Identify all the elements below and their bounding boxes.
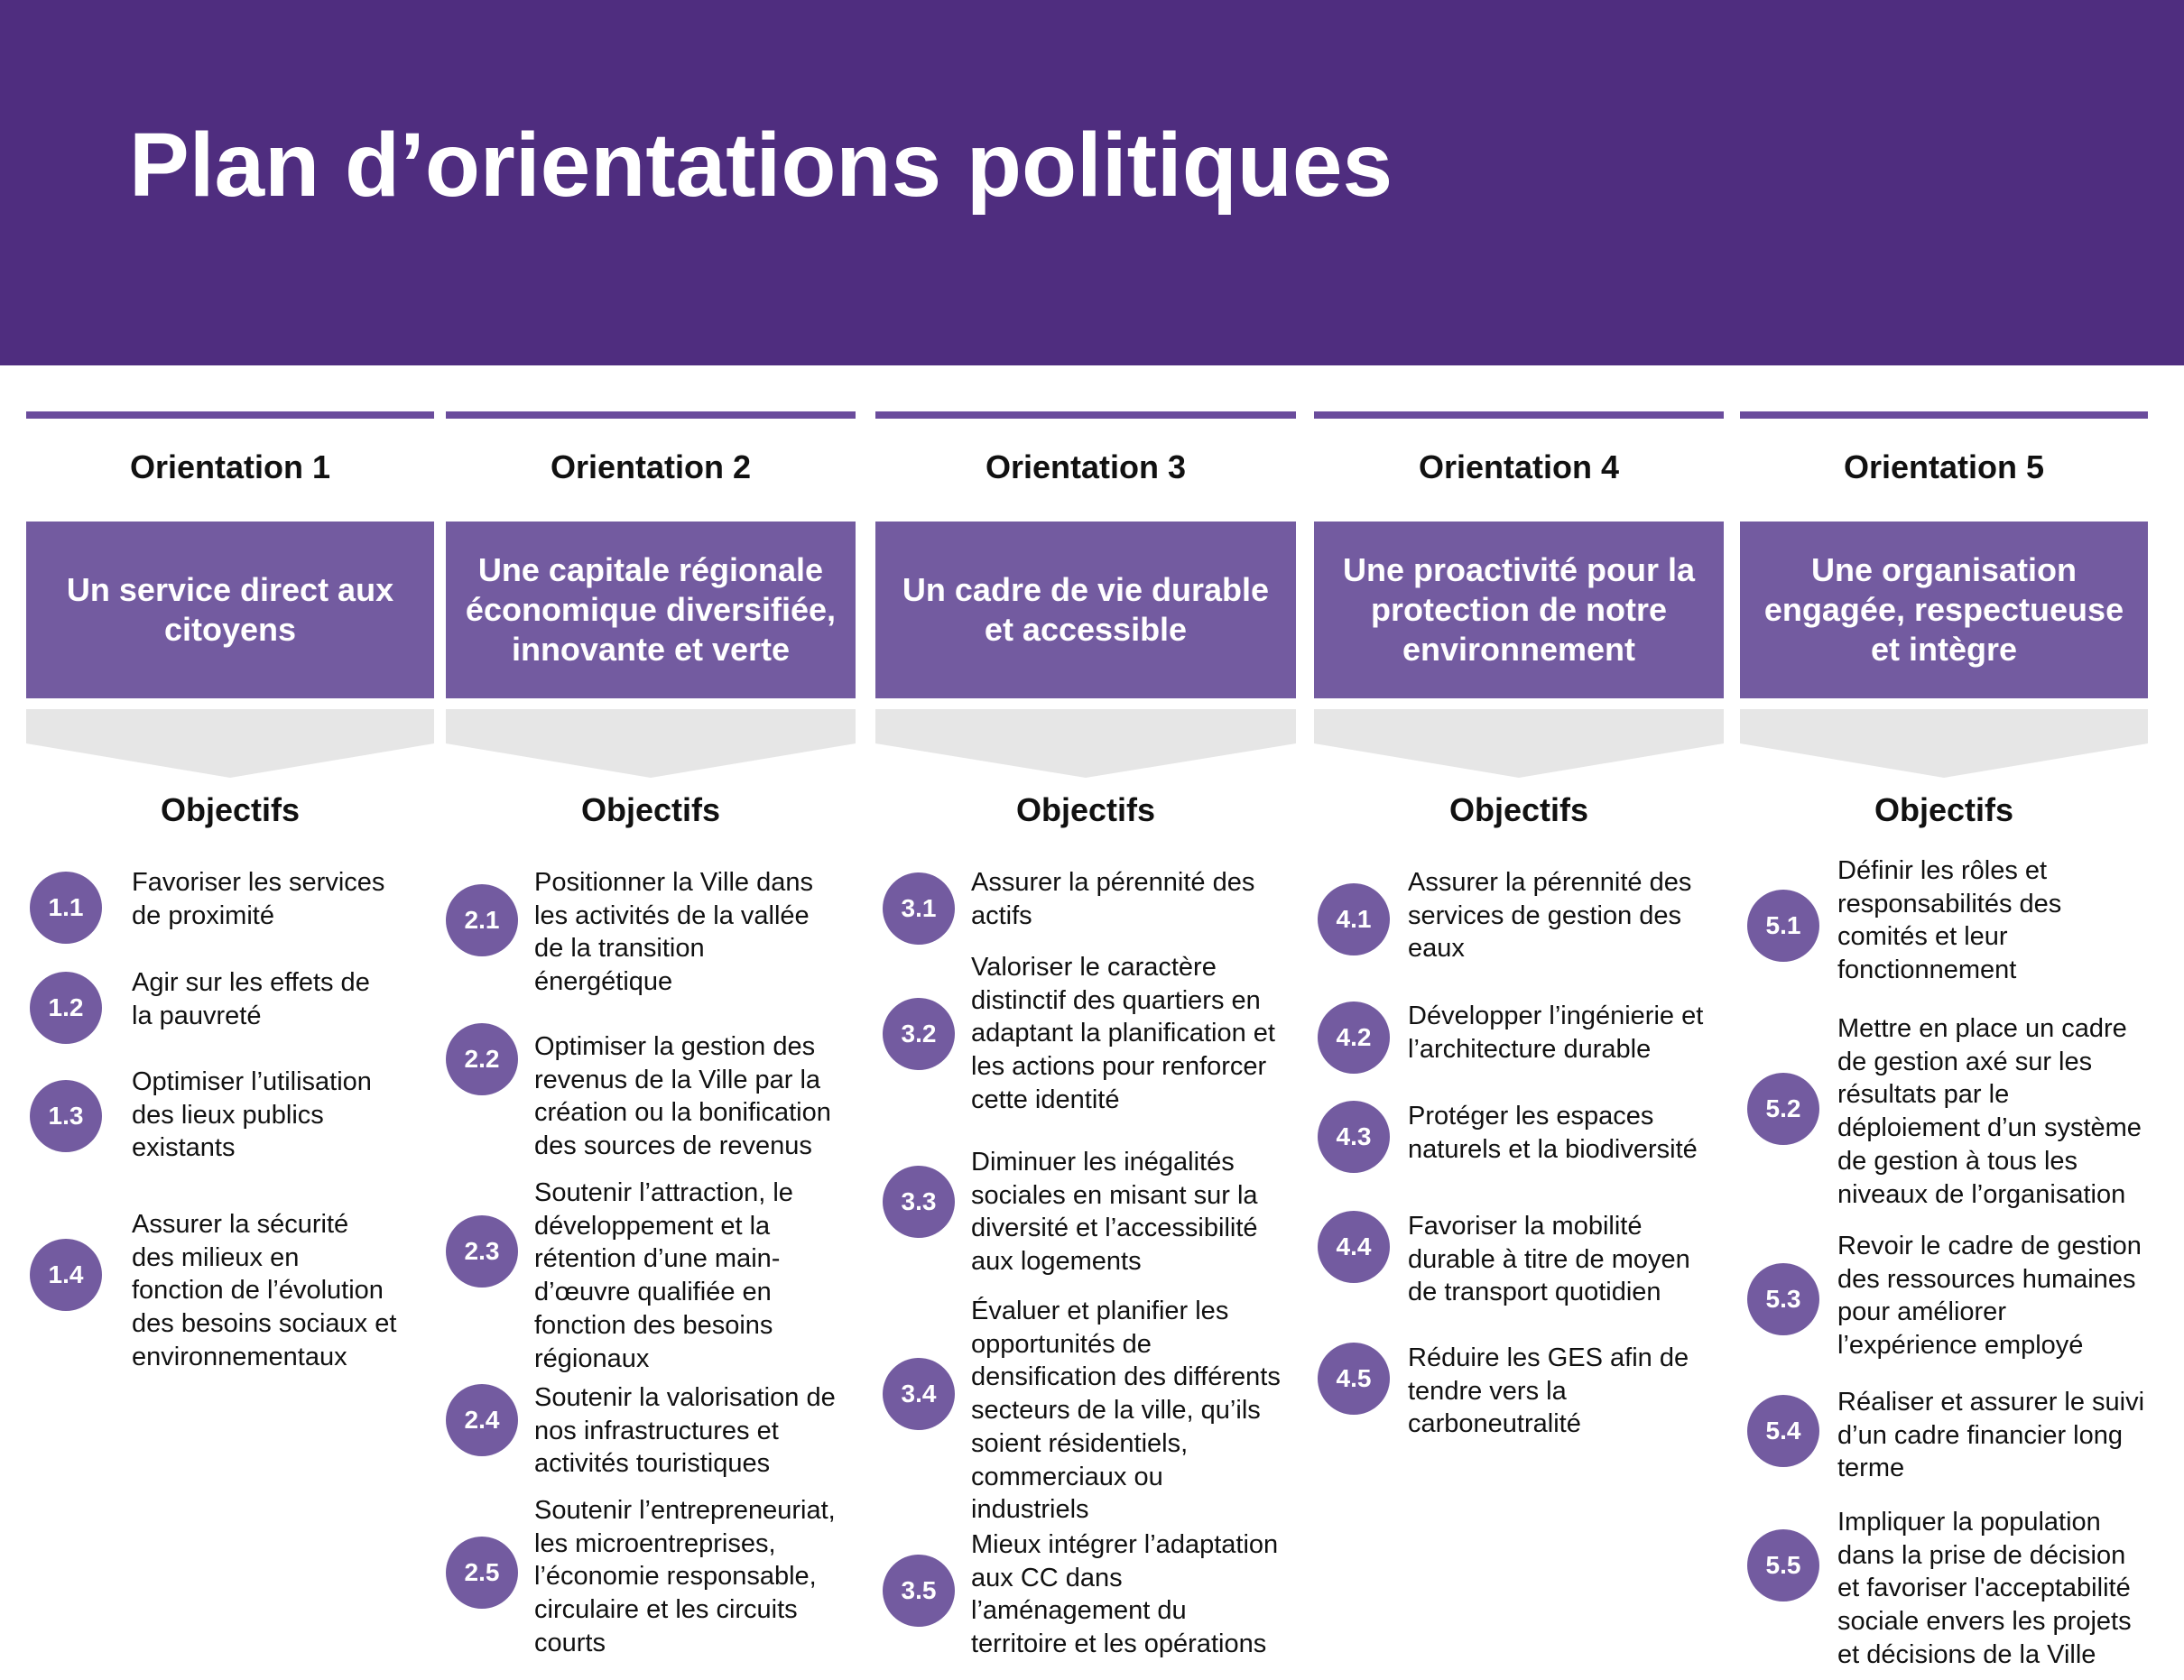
column-top-rule: [875, 411, 1296, 419]
objective-number-badge: 4.3: [1318, 1101, 1390, 1173]
orientation-label: Orientation 2: [550, 448, 752, 485]
orientation-title: Une proactivité pour la protection de notre environnement: [1342, 551, 1696, 668]
chevron-shape: [1740, 709, 2148, 778]
objective-text: Revoir le cadre de gestion des ressources humaines pour améliorer l’expérience employé: [1837, 1232, 2142, 1361]
objective-number-badge: 2.4: [446, 1384, 518, 1456]
objective-number-badge: 2.1: [446, 884, 518, 956]
objective-number-badge: 5.1: [1747, 890, 1819, 962]
orientation-title-box: [446, 522, 856, 698]
column-top-rule: [1740, 411, 2148, 419]
objectives-heading: Objectifs: [1874, 791, 2014, 828]
orientation-column: [1314, 411, 1724, 1680]
objective-number-badge: 3.4: [883, 1358, 955, 1430]
objective-text: Diminuer les inégalités sociales en misant sur la diversité et l’accessibilité aux logements: [971, 1148, 1258, 1277]
chevron-shape: [875, 709, 1296, 778]
orientation-title: Une organisation engagée, respectueuse et intègre: [1763, 551, 2124, 668]
orientation-title-box: [875, 522, 1296, 698]
objective-text: Agir sur les effets de la pauvreté: [132, 968, 370, 1030]
objective-number-badge: 5.2: [1747, 1073, 1819, 1145]
objective-text: Impliquer la population dans la prise de décision et favoriser l'acceptabilité sociale envers les projets et décisions de la Ville: [1837, 1508, 2132, 1669]
objective-number-badge: 3.3: [883, 1166, 955, 1238]
objective-text: Évaluer et planifier les opportunités de densification des différents secteurs de la ville, qu’ils soient résidentiels, commerciaux ou industriels: [971, 1297, 1281, 1525]
objective-text: Assurer la pérennité des services de gestion des eaux: [1408, 868, 1692, 964]
objective-text: Mettre en place un cadre de gestion axé sur les résultats par le déploiement d’un système de gestion à tous les niveaux de l’organisation: [1837, 1014, 2142, 1209]
objectives-heading: Objectifs: [580, 791, 721, 828]
orientation-label: Orientation 5: [1843, 448, 2045, 485]
objective-number-badge: 2.5: [446, 1537, 518, 1609]
objective-text: Soutenir l’attraction, le développement et la rétention d’une main- d’œuvre qualifiée en fonction des besoins régionaux: [534, 1178, 793, 1373]
column-top-rule: [26, 411, 434, 419]
objective-number-badge: 1.1: [30, 872, 102, 944]
objective-text: Définir les rôles et responsabilités des comités et leur fonctionnement: [1837, 856, 2062, 985]
orientation-label: Orientation 1: [129, 448, 331, 485]
chevron-down-shape: [1314, 709, 1724, 778]
objective-number-badge: 5.4: [1747, 1395, 1819, 1467]
orientation-title-box: [26, 522, 434, 698]
objective-text: Valoriser le caractère distinctif des quartiers en adaptant la planification et les actions pour renforcer cette identité: [971, 953, 1275, 1114]
objective-text: Favoriser les services de proximité: [132, 868, 385, 930]
objective-text: Soutenir la valorisation de nos infrastructures et activités touristiques: [534, 1383, 836, 1479]
objective-text: Réduire les GES afin de tendre vers la carboneutralité: [1408, 1343, 1689, 1439]
chevron-down-shape: [875, 709, 1296, 778]
objective-number-badge: 1.2: [30, 972, 102, 1044]
objective-text: Assurer la sécurité des milieux en fonction de l’évolution des besoins sociaux et environnementaux: [132, 1210, 397, 1371]
chevron-shape: [446, 709, 856, 778]
objective-number-badge: 4.2: [1318, 1002, 1390, 1074]
orientation-column: [26, 411, 434, 1680]
column-top-rule: [1314, 411, 1724, 419]
orientation-title: Un cadre de vie durable et accessible: [902, 571, 1270, 648]
objective-text: Réaliser et assurer le suivi d’un cadre financier long terme: [1837, 1388, 2145, 1483]
objective-number-badge: 3.1: [883, 872, 955, 945]
objective-text: Protéger les espaces naturels et la biodiversité: [1408, 1102, 1698, 1164]
orientation-column: [875, 411, 1296, 1680]
objective-number-badge: 5.5: [1747, 1529, 1819, 1602]
objective-text: Développer l’ingénierie et l’architecture durable: [1408, 1002, 1704, 1064]
objective-number-badge: 4.5: [1318, 1343, 1390, 1415]
orientation-label: Orientation 4: [1418, 448, 1620, 485]
objectives-heading: Objectifs: [1448, 791, 1589, 828]
objective-number-badge: 2.3: [446, 1215, 518, 1288]
objectives-heading: Objectifs: [160, 791, 301, 828]
orientation-title: Une capitale régionale économique diversifiée, innovante et verte: [465, 551, 837, 668]
objectives-heading: Objectifs: [1015, 791, 1156, 828]
header-banner: [0, 0, 2184, 365]
objective-number-badge: 1.4: [30, 1239, 102, 1311]
chevron-down-shape: [446, 709, 856, 778]
chevron-shape: [26, 709, 434, 778]
objective-text: Assurer la pérennité des actifs: [971, 868, 1255, 930]
orientation-label: Orientation 3: [985, 448, 1187, 485]
chevron-down-shape: [26, 709, 434, 778]
orientation-column: [1740, 411, 2148, 1680]
column-top-rule: [446, 411, 856, 419]
orientation-title-box: [1740, 522, 2148, 698]
objective-text: Favoriser la mobilité durable à titre de moyen de transport quotidien: [1408, 1212, 1690, 1307]
objective-number-badge: 1.3: [30, 1080, 102, 1152]
page-title: Plan d’orientations politiques: [129, 115, 1393, 216]
orientation-column: [446, 411, 856, 1680]
objective-number-badge: 4.1: [1318, 883, 1390, 955]
objective-number-badge: 4.4: [1318, 1211, 1390, 1283]
objective-text: Soutenir l’entrepreneuriat, les microentreprises, l’économie responsable, circulaire et les circuits courts: [534, 1496, 836, 1657]
orientation-title-box: [1314, 522, 1724, 698]
objective-text: Positionner la Ville dans les activités de la vallée de la transition énergétique: [534, 868, 813, 997]
objective-text: Mieux intégrer l’adaptation aux CC dans l’aménagement du territoire et les opérations: [971, 1530, 1279, 1659]
chevron-shape: [1314, 709, 1724, 778]
orientation-title: Un service direct aux citoyens: [66, 571, 394, 648]
objective-number-badge: 3.5: [883, 1555, 955, 1627]
objective-number-badge: 3.2: [883, 998, 955, 1070]
objective-number-badge: 5.3: [1747, 1263, 1819, 1335]
objective-text: Optimiser la gestion des revenus de la Ville par la création ou la bonification des sources de revenus: [534, 1032, 831, 1161]
objective-text: Optimiser l’utilisation des lieux publics existants: [132, 1067, 372, 1163]
chevron-down-shape: [1740, 709, 2148, 778]
objective-number-badge: 2.2: [446, 1023, 518, 1095]
